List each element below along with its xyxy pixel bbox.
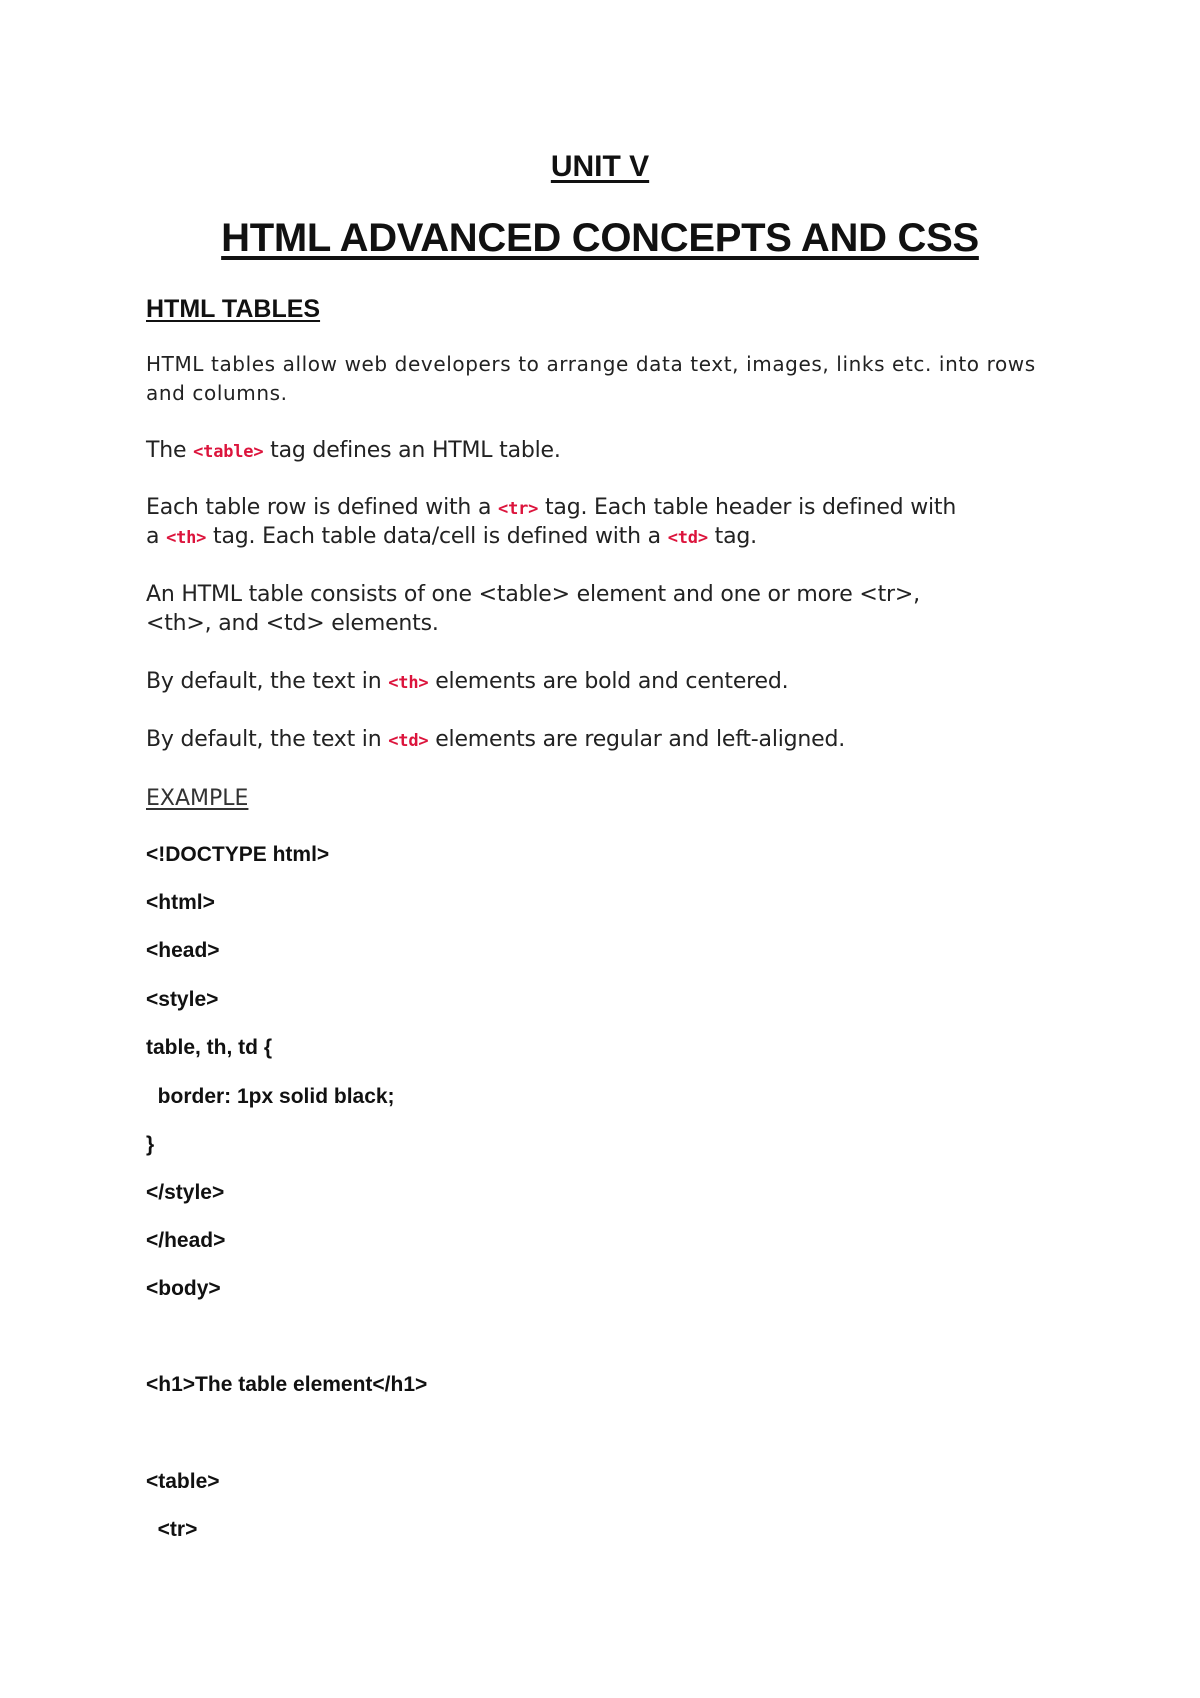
code-line: </head> [146, 1229, 226, 1252]
code-tag-th: <th> [166, 528, 207, 548]
code-line: <tr> [146, 1518, 198, 1541]
table-tag-paragraph [146, 436, 561, 467]
consists-paragraph-line-2: <th>, and <td> elements. [146, 611, 439, 636]
text: elements are regular and left-aligned. [428, 727, 846, 752]
consists-paragraph-line-1: An HTML table consists of one <table> element and one or more <tr>, [146, 582, 920, 607]
text: By default, the text in [146, 669, 389, 694]
text: tag. Each table data/cell is defined with a [206, 524, 668, 549]
text: By default, the text in [146, 727, 389, 752]
code-tag-td: <td> [388, 731, 429, 751]
code-line: <!DOCTYPE html> [146, 843, 330, 866]
text: a [146, 524, 167, 549]
code-line: <body> [146, 1277, 221, 1300]
td-default-paragraph [146, 725, 845, 756]
code-tag-table: <table> [193, 442, 264, 462]
code-line: </style> [146, 1181, 225, 1204]
rows-paragraph-line-1 [146, 493, 956, 524]
intro-paragraph: HTML tables allow web developers to arrange data text, images, links etc. into rows and columns. [146, 352, 1036, 405]
code-line: <table> [146, 1470, 220, 1493]
code-tag-tr: <tr> [498, 499, 539, 519]
code-tag-td: <td> [667, 528, 708, 548]
text: tag defines an HTML table. [263, 438, 561, 463]
code-line: table, th, td { [146, 1036, 272, 1059]
code-line: <html> [146, 891, 215, 914]
rows-paragraph-line-2 [146, 522, 757, 553]
th-default-paragraph [146, 667, 788, 698]
unit-title: UNIT V [550, 150, 650, 183]
main-title: HTML ADVANCED CONCEPTS AND CSS [221, 216, 979, 260]
text: tag. [707, 524, 757, 549]
text: The [146, 438, 194, 463]
text: tag. Each table header is defined with [538, 495, 957, 520]
code-line: <style> [146, 988, 219, 1011]
example-label: EXAMPLE [146, 786, 249, 811]
section-heading: HTML TABLES [146, 295, 321, 323]
code-line: } [146, 1133, 155, 1156]
code-line: border: 1px solid black; [146, 1085, 395, 1108]
code-line: <head> [146, 939, 220, 962]
text: Each table row is defined with a [146, 495, 499, 520]
code-tag-th: <th> [388, 673, 429, 693]
code-line: <h1>The table element</h1> [146, 1373, 428, 1396]
text: elements are bold and centered. [428, 669, 789, 694]
